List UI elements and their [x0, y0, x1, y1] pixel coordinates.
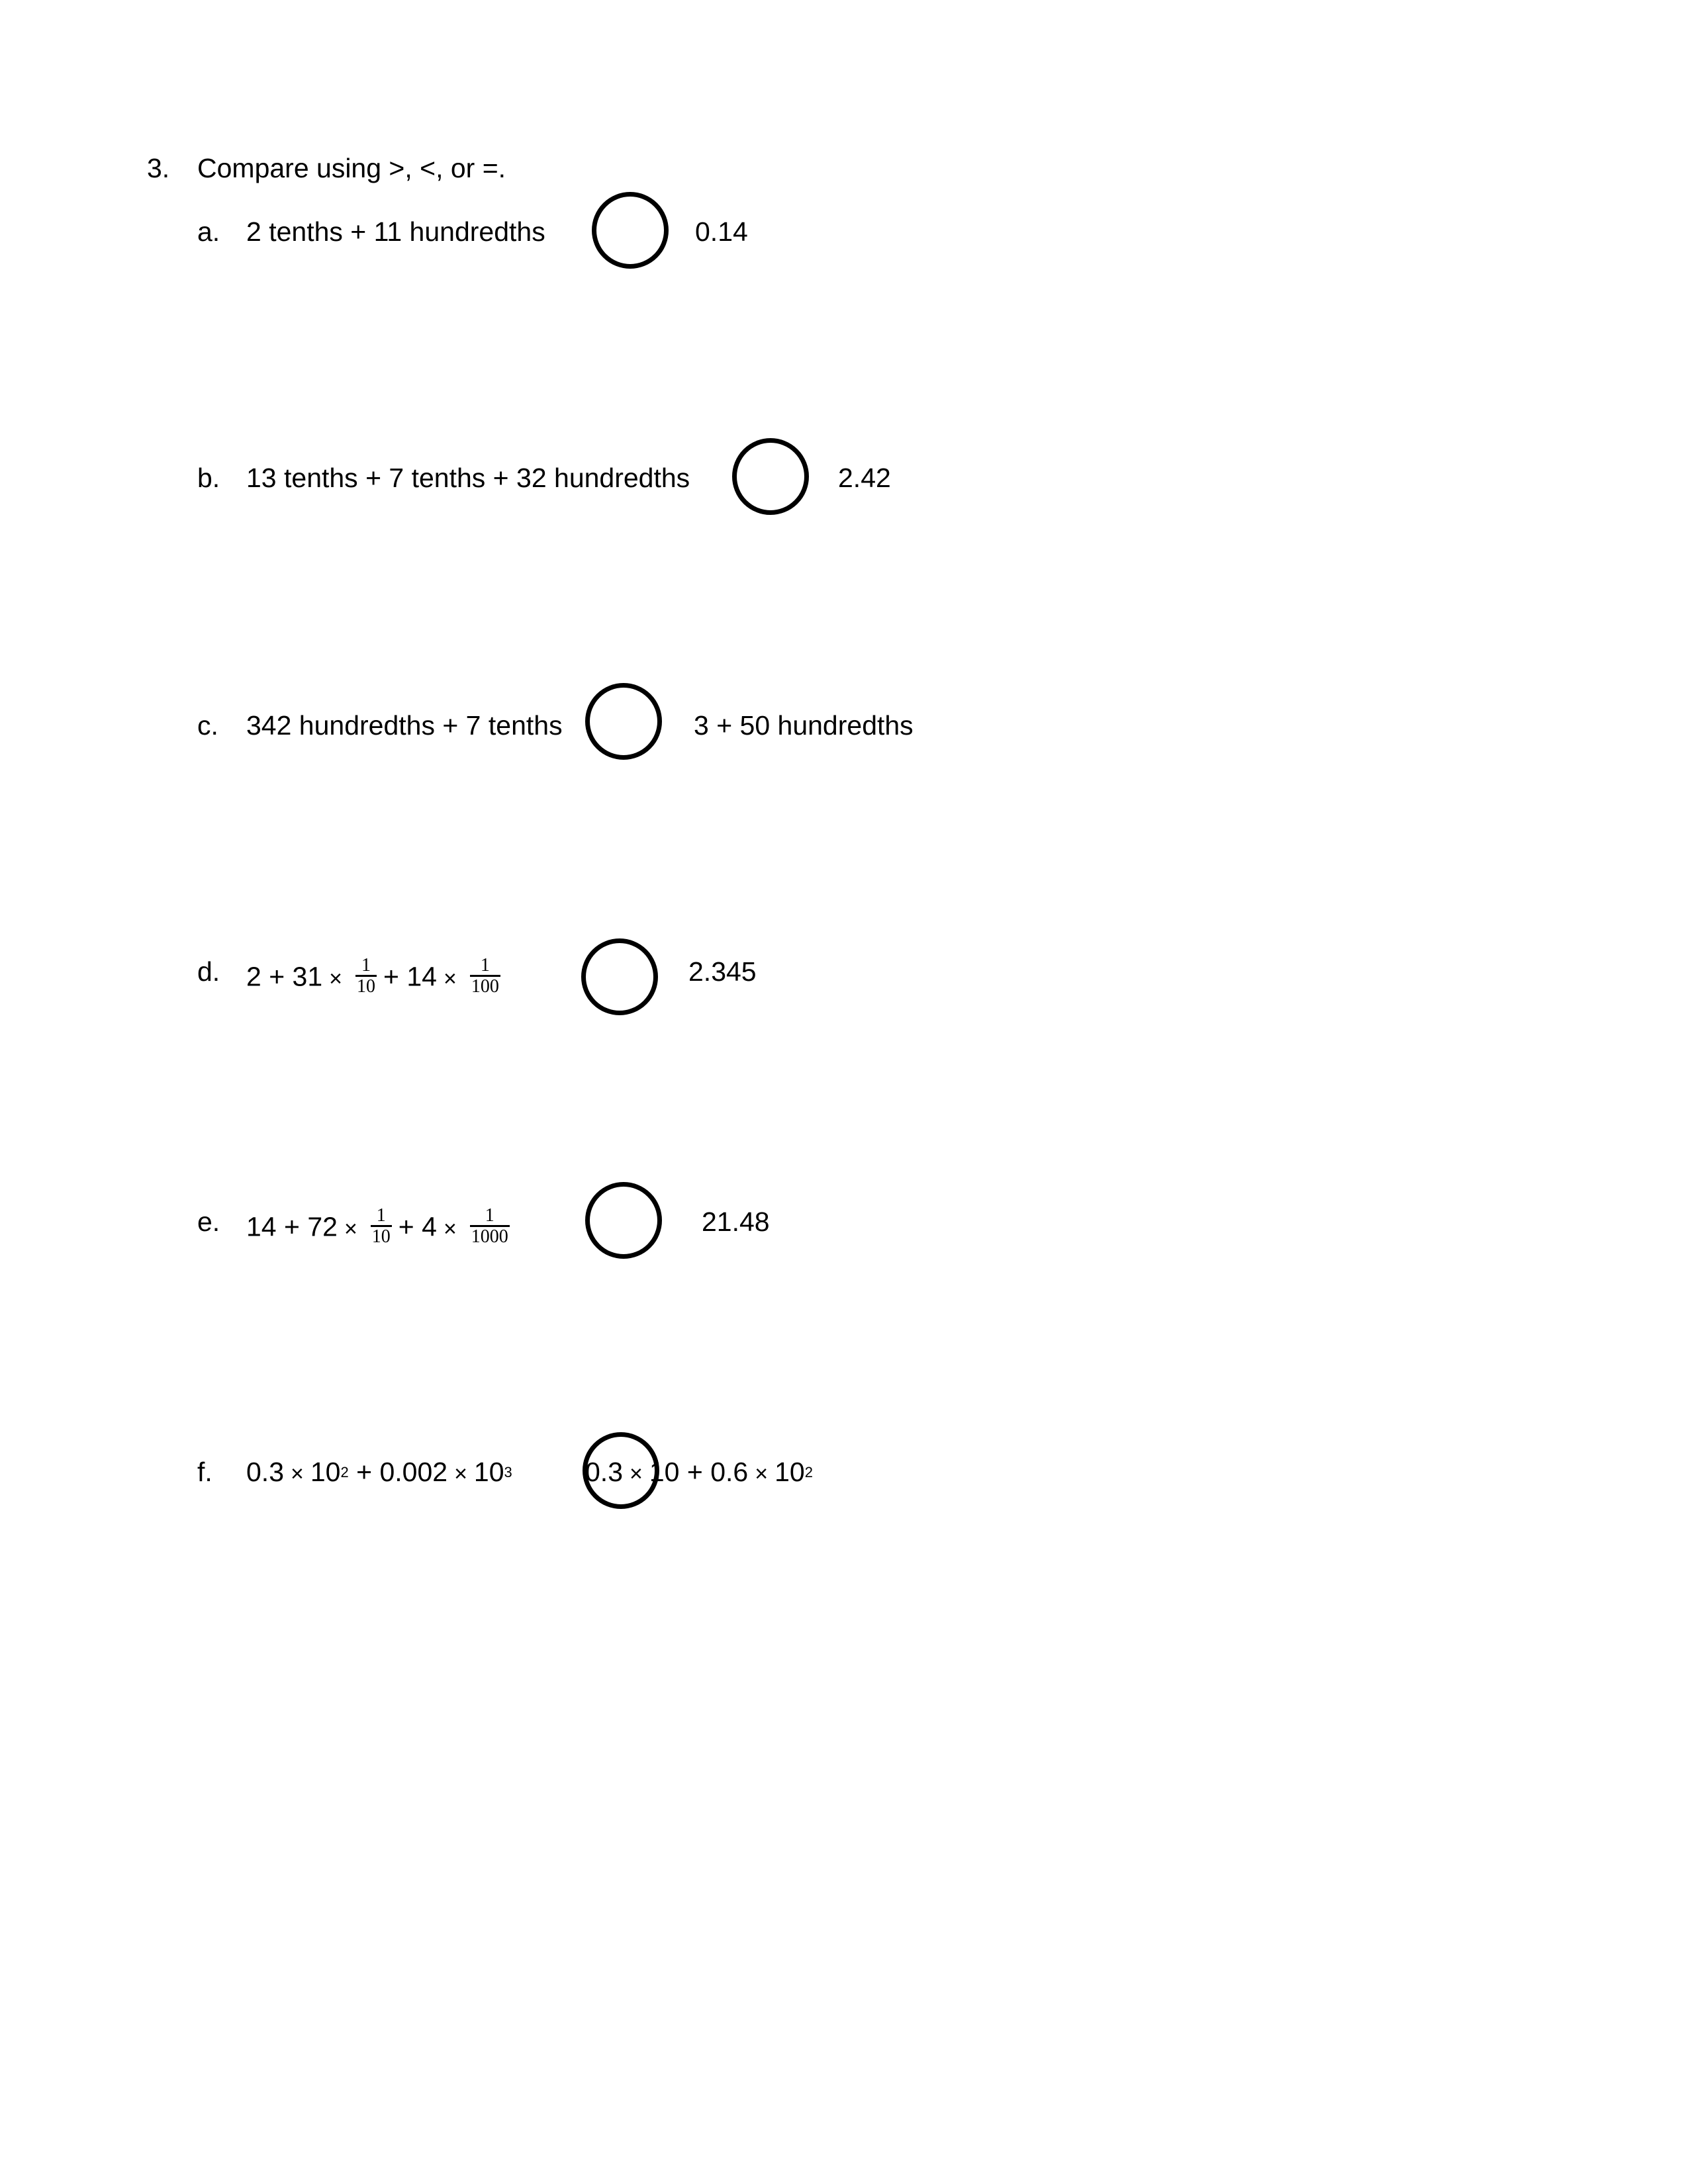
- times-sign: ×: [443, 966, 457, 991]
- item-d-term-2: + 14: [383, 961, 437, 992]
- fraction-numerator: 1: [470, 1206, 510, 1227]
- power-base: 10: [310, 1457, 341, 1487]
- item-e-term-1: 14 + 72: [246, 1211, 338, 1242]
- power-exponent: 2: [340, 1464, 349, 1480]
- item-d-left-expression: [246, 955, 507, 999]
- item-f-term-1: 0.3: [246, 1457, 284, 1487]
- item-c-letter: c.: [197, 710, 218, 741]
- item-d-right-expression: 2.345: [688, 956, 757, 987]
- fraction-numerator: 1: [371, 1206, 392, 1227]
- item-b-letter: b.: [197, 463, 220, 493]
- times-sign: ×: [291, 1461, 304, 1486]
- item-a-left-expression: 2 tenths + 11 hundredths: [246, 216, 545, 247]
- power-exponent: 2: [804, 1464, 813, 1480]
- fraction-denominator: 100: [471, 976, 499, 997]
- item-f-left-expression: [246, 1459, 512, 1486]
- power-base: 10: [649, 1457, 680, 1487]
- fraction-denominator: 1000: [471, 1226, 508, 1248]
- times-sign: ×: [329, 966, 342, 991]
- item-b-left-expression: 13 tenths + 7 tenths + 32 hundredths: [246, 463, 690, 493]
- fraction-one-tenth: [355, 956, 377, 997]
- item-d-term-1: 2 + 31: [246, 961, 323, 992]
- times-sign: ×: [454, 1461, 467, 1486]
- fraction-numerator: 1: [470, 956, 500, 977]
- comparison-circle-c[interactable]: [585, 683, 662, 760]
- times-sign: ×: [443, 1216, 457, 1242]
- item-a-letter: a.: [197, 216, 220, 247]
- fraction-denominator: 10: [371, 1226, 391, 1248]
- power-exponent: 3: [504, 1464, 512, 1480]
- item-e-right-expression: 21.48: [702, 1206, 770, 1237]
- item-f-right-term-2: + 0.6: [686, 1457, 749, 1487]
- comparison-circle-d[interactable]: [581, 938, 658, 1015]
- item-e-left-expression: [246, 1205, 516, 1250]
- item-f-letter: f.: [197, 1457, 212, 1487]
- fraction-one-thousandth: [470, 1206, 510, 1247]
- comparison-circle-a[interactable]: [592, 192, 669, 269]
- times-sign: ×: [630, 1461, 643, 1486]
- item-a-right-expression: 0.14: [695, 216, 748, 247]
- times-sign: ×: [344, 1216, 357, 1242]
- problem-number: 3.: [147, 153, 170, 183]
- item-d-letter: d.: [197, 956, 220, 987]
- comparison-circle-b[interactable]: [732, 438, 809, 515]
- comparison-circle-e[interactable]: [585, 1182, 662, 1259]
- item-f-right-term-1: 0.3: [585, 1457, 623, 1487]
- power-base: 10: [473, 1457, 504, 1487]
- item-e-letter: e.: [197, 1206, 220, 1237]
- fraction-numerator: 1: [355, 956, 377, 977]
- item-f-term-2: + 0.002: [356, 1457, 448, 1487]
- problem-instruction: Compare using >, <, or =.: [197, 153, 506, 183]
- item-b-right-expression: 2.42: [838, 463, 891, 493]
- fraction-one-tenth: [371, 1206, 392, 1247]
- fraction-one-hundredth: [470, 956, 500, 997]
- item-c-right-expression: 3 + 50 hundredths: [694, 710, 914, 741]
- item-c-left-expression: 342 hundredths + 7 tenths: [246, 710, 563, 741]
- comparison-circle-f[interactable]: [583, 1432, 659, 1509]
- fraction-denominator: 10: [357, 976, 375, 997]
- item-e-term-2: + 4: [398, 1211, 437, 1242]
- times-sign: ×: [755, 1461, 769, 1486]
- power-base: 10: [774, 1457, 805, 1487]
